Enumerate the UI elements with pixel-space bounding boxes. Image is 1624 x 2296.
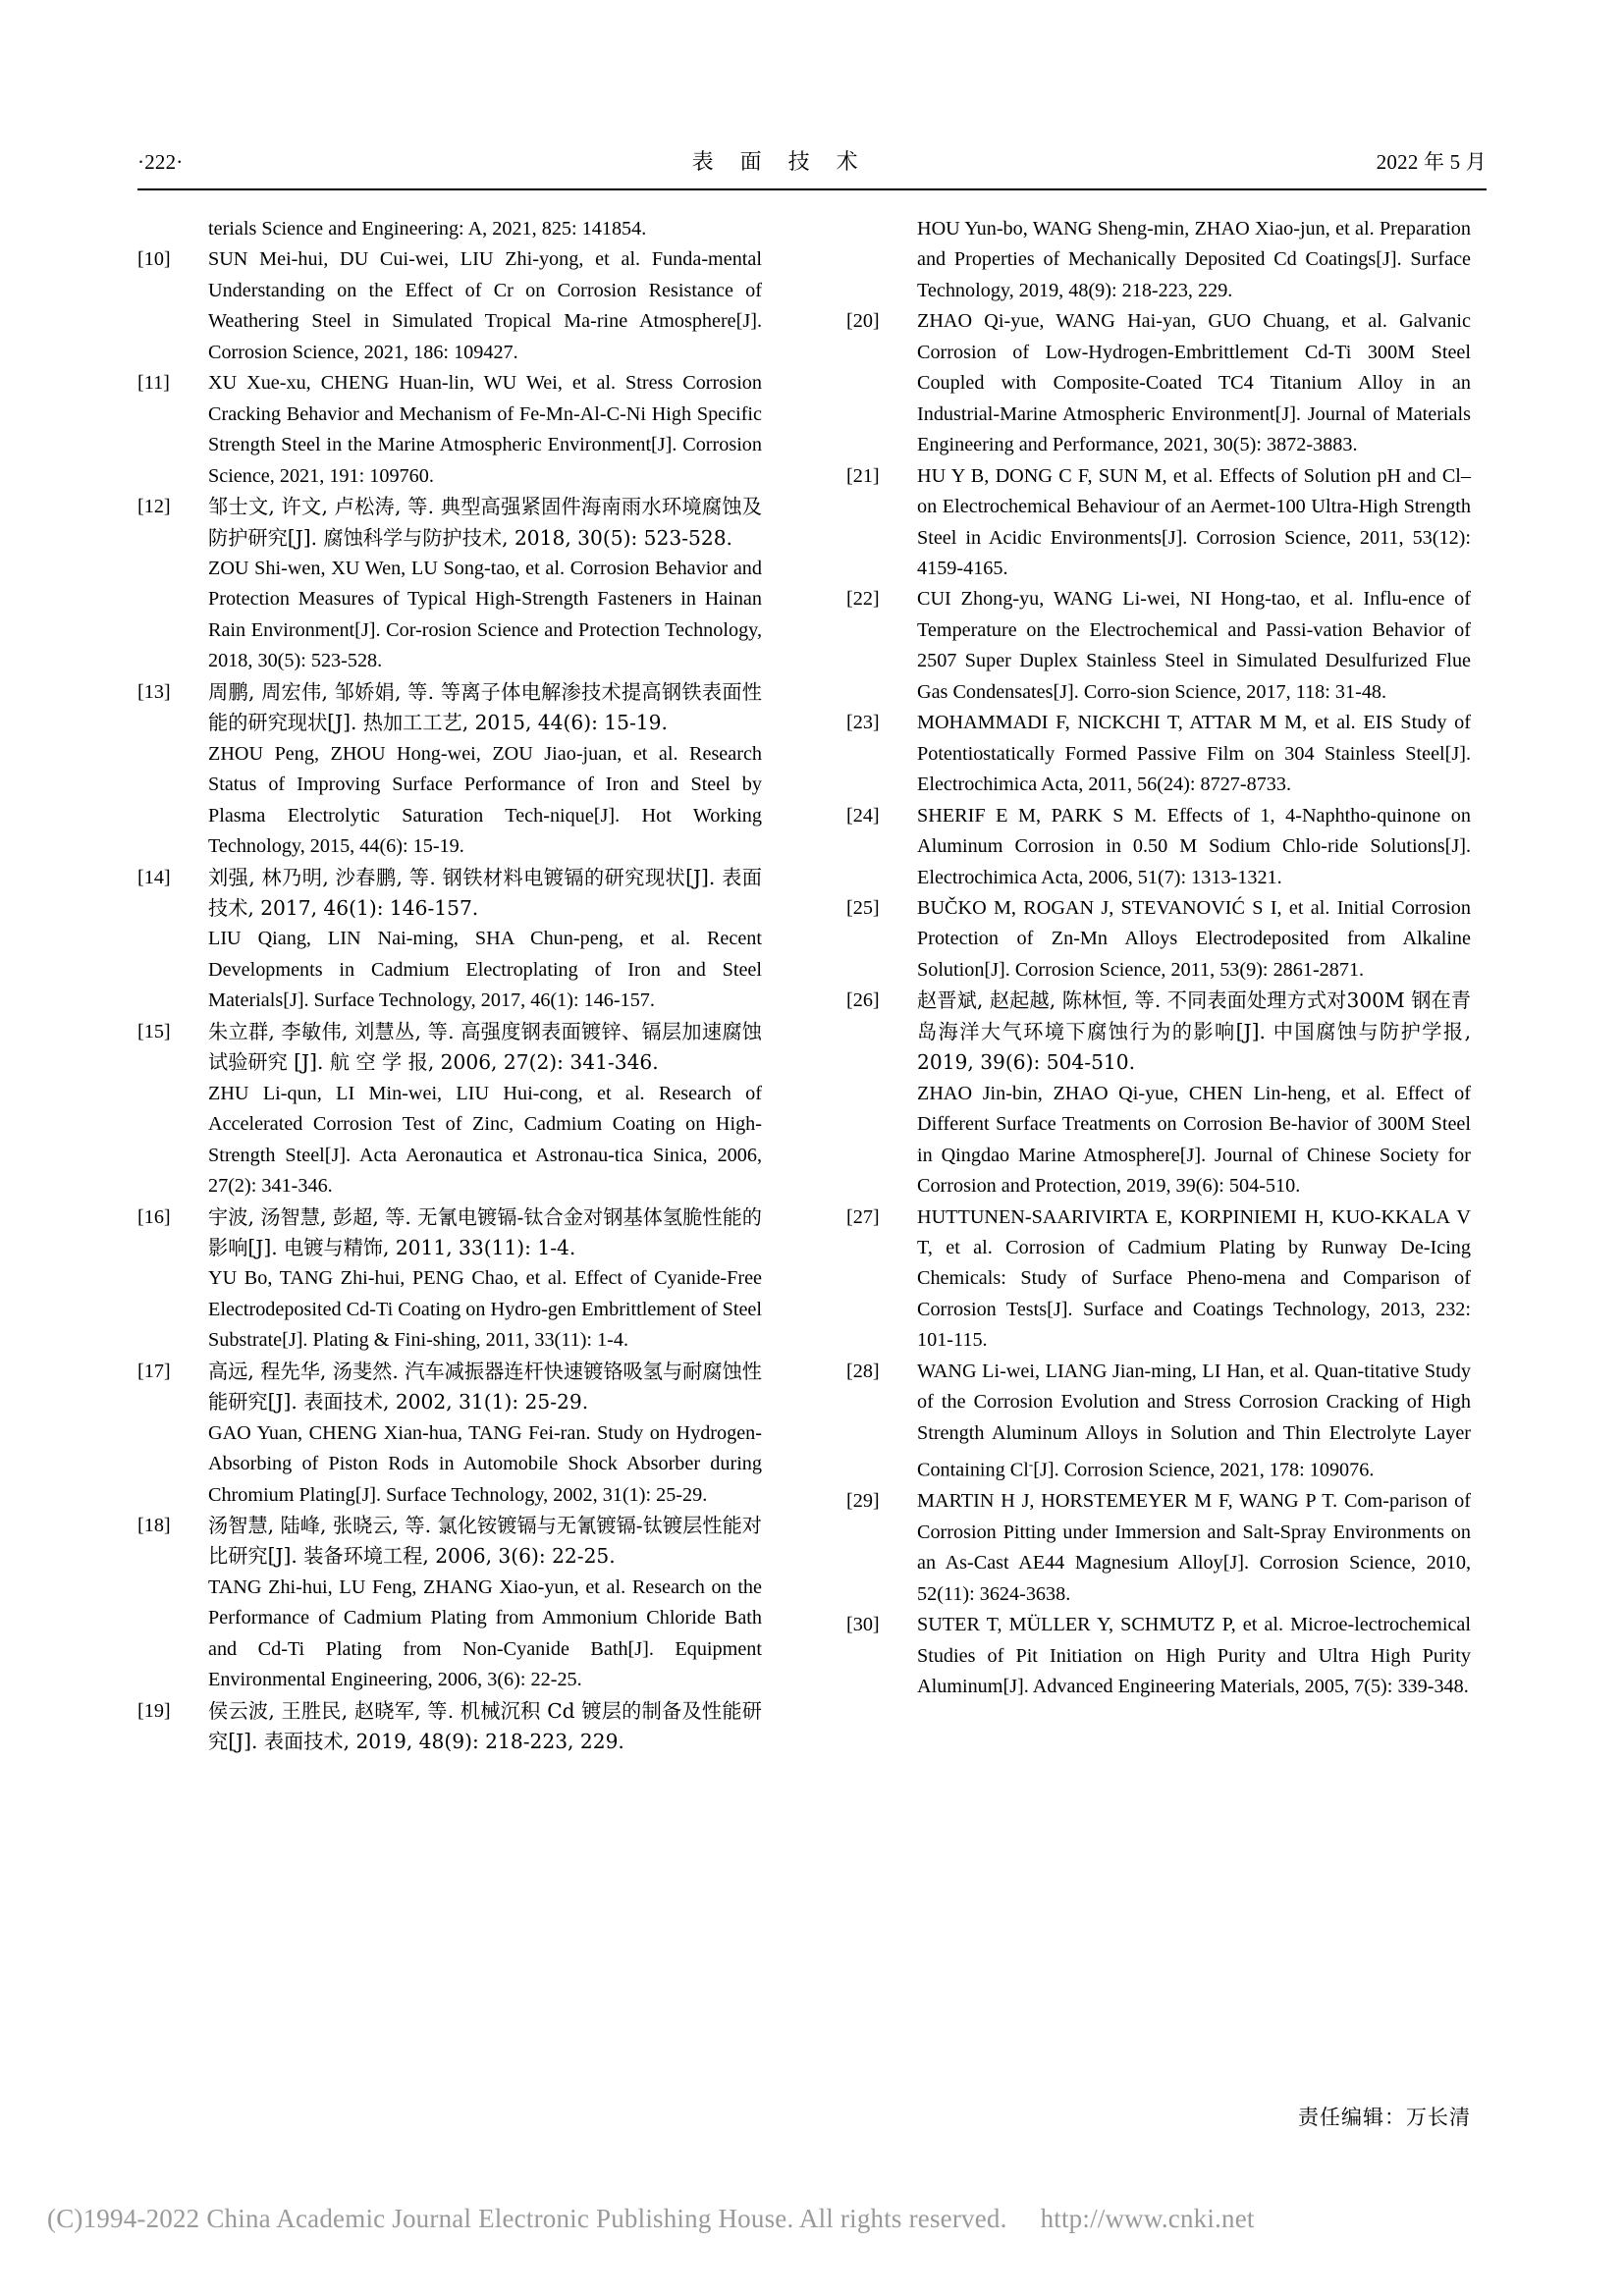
reference-entry	[846, 1486, 1471, 1610]
reference-text: YU Bo, TANG Zhi-hui, PENG Chao, et al. Effect of Cyanide-Free Electrodeposited Cd-Ti Coating on Hydro-gen Embrittlement of Steel Substrate[J]. Plating & Fini-shing, 2011, 33(11): 1-4.	[208, 1267, 762, 1352]
reference-text: HUTTUNEN-SAARIVIRTA E, KORPINIEMI H, KUO-KKALA V T, et al. Corrosion of Cadmium Plating by Runway De-Icing Chemicals: Study of Surface Pheno-mena and Comparison of Corrosion Tests[J]. Surface and Coatings Technology, 2013, 232: 101-115.	[917, 1205, 1471, 1352]
reference-text: terials Science and Engineering: A, 2021, 825: 141854.	[208, 218, 647, 240]
reference-entry	[846, 708, 1471, 800]
reference-number: [28]	[846, 1360, 880, 1382]
reference-column-right	[846, 214, 1471, 1702]
reference-text: TANG Zhi-hui, LU Feng, ZHANG Xiao-yun, et al. Research on the Performance of Cadmium Plating from Ammonium Chloride Bath and Cd-Ti Plating from Non-Cyanide Bath[J]. Equipment Environmental Engineering, 2006, 3(6): 22-25.	[208, 1575, 762, 1691]
copyright-text: (C)1994-2022 China Academic Journal Electronic Publishing House. All rights reserved.	[47, 2204, 1007, 2233]
reference-entry	[137, 554, 762, 677]
reference-number: [10]	[137, 248, 171, 271]
reference-entry	[137, 863, 762, 925]
reference-entry	[846, 1202, 1471, 1357]
reference-number: [17]	[137, 1360, 171, 1382]
reference-entry	[137, 244, 762, 368]
running-head	[137, 145, 1487, 185]
reference-text: SHERIF E M, PARK S M. Effects of 1, 4-Naphtho-quinone on Aluminum Corrosion in 0.50 M Sodium Chlo-ride Solutions[J]. Electrochimica Acta, 2006, 51(7): 1313-1321.	[917, 804, 1471, 888]
reference-text: HU Y B, DONG C F, SUN M, et al. Effects of Solution pH and Cl– on Electrochemical Behaviour of an Aermet-100 Ultra-High Strength Steel in Acidic Environments[J]. Corrosion Science, 2011, 53(12): 4159-4165.	[917, 464, 1471, 579]
reference-text: 邹士文, 许文, 卢松涛, 等. 典型高强紧固件海南雨水环境腐蚀及防护研究[J]. 腐蚀科学与防护技术, 2018, 30(5): 523-528.	[208, 495, 762, 550]
reference-entry	[137, 1511, 762, 1573]
reference-text: ZOU Shi-wen, XU Wen, LU Song-tao, et al. Corrosion Behavior and Protection Measures of Typical High-Strength Fasteners in Hainan Rain Environment[J]. Cor-rosion Science and Protection Technology, 2018, 30(5): 523-528.	[208, 557, 762, 672]
reference-number: [29]	[846, 1490, 880, 1513]
reference-number: [14]	[137, 866, 171, 888]
reference-text: 赵晋斌, 赵起越, 陈林恒, 等. 不同表面处理方式对300M 钢在青岛海洋大气环境下腐蚀行为的影响[J]. 中国腐蚀与防护学报, 2019, 39(6): 504-510.	[917, 988, 1471, 1075]
reference-entry	[137, 492, 762, 554]
reference-number: [13]	[137, 680, 171, 703]
reference-text: ZHAO Jin-bin, ZHAO Qi-yue, CHEN Lin-heng, et al. Effect of Different Surface Treatments on Corrosion Be-havior of 300M Steel in Qingdao Marine Atmosphere[J]. Journal of Chinese Society for Corrosion and Protection, 2019, 39(6): 504-510.	[917, 1082, 1471, 1198]
journal-title: 表 面 技 术	[691, 150, 868, 175]
responsible-editor: 责任编辑：万长清	[1298, 2106, 1471, 2129]
reference-entry	[137, 677, 762, 739]
reference-entry	[846, 893, 1471, 986]
reference-text: MOHAMMADI F, NICKCHI T, ATTAR M M, et al. EIS Study of Potentiostatically Formed Passive Film on 304 Stainless Steel[J]. Electrochimica Acta, 2011, 56(24): 8727-8733.	[917, 712, 1471, 796]
reference-entry	[846, 801, 1471, 893]
reference-number: [19]	[137, 1699, 171, 1722]
reference-text: CUI Zhong-yu, WANG Li-wei, NI Hong-tao, et al. Influ-ence of Temperature on the Electrochemical and Passi-vation Behavior of 2507 Super Duplex Stainless Steel in Simulated Desulfurized Flue Gas Condensates[J]. Corro-sion Science, 2017, 118: 31-48.	[917, 588, 1471, 703]
reference-text: LIU Qiang, LIN Nai-ming, SHA Chun-peng, et al. Recent Developments in Cadmium Electroplating of Iron and Steel Materials[J]. Surface Technology, 2017, 46(1): 146-157.	[208, 928, 762, 1012]
reference-entry	[137, 368, 762, 492]
reference-text: 朱立群, 李敏伟, 刘慧丛, 等. 高强度钢表面镀锌、镉层加速腐蚀试验研究 [J]. 航 空 学 报, 2006, 27(2): 341-346.	[208, 1019, 762, 1075]
reference-column-left	[137, 214, 762, 1758]
reference-entry	[137, 1202, 762, 1264]
reference-text: 高远, 程先华, 汤斐然. 汽车减振器连杆快速镀铬吸氢与耐腐蚀性能研究[J]. 表面技术, 2002, 31(1): 25-29.	[208, 1359, 762, 1415]
reference-text: ZHOU Peng, ZHOU Hong-wei, ZOU Jiao-juan, et al. Research Status of Improving Surface Performance of Iron and Steel by Plasma Electrolytic Saturation Tech-nique[J]. Hot Working Technology, 2015, 44(6): 15-19.	[208, 742, 762, 858]
reference-number: [11]	[137, 372, 170, 395]
reference-text: SUTER T, MÜLLER Y, SCHMUTZ P, et al. Microe-lectrochemical Studies of Pit Initiation on High Purity and Ultra High Purity Aluminum[J]. Advanced Engineering Materials, 2005, 7(5): 339-348.	[917, 1614, 1471, 1698]
reference-entry	[137, 924, 762, 1016]
reference-number: [23]	[846, 712, 880, 734]
reference-entry	[137, 214, 762, 244]
reference-entry	[137, 1079, 762, 1202]
reference-text: ZHU Li-qun, LI Min-wei, LIU Hui-cong, et al. Research of Accelerated Corrosion Test of Zinc, Cadmium Coating on High-Strength Steel[J]. Acta Aeronautica et Astronau-tica Sinica, 2006, 27(2): 341-346.	[208, 1082, 762, 1198]
reference-text: MARTIN H J, HORSTEMEYER M F, WANG P T. Com-parison of Corrosion Pitting under Immersion and Salt-Spray Environments on an As-Cast AE44 Magnesium Alloy[J]. Corrosion Science, 2010, 52(11): 3624-3638.	[917, 1490, 1471, 1605]
reference-number: [26]	[846, 989, 880, 1012]
reference-entry	[846, 1610, 1471, 1702]
reference-number: [21]	[846, 464, 880, 487]
reference-entry	[137, 1418, 762, 1511]
reference-text: BUČKO M, ROGAN J, STEVANOVIĆ S I, et al. Initial Corrosion Protection of Zn-Mn Alloys Electrodeposited from Alkaline Solution[J]. Corrosion Science, 2011, 53(9): 2861-2871.	[917, 896, 1471, 981]
reference-number: [20]	[846, 310, 880, 333]
copyright-url: http://www.cnki.net	[1040, 2204, 1255, 2233]
reference-text: 汤智慧, 陆峰, 张晓云, 等. 氯化铵镀镉与无氰镀镉-钛镀层性能对比研究[J]. 装备环境工程, 2006, 3(6): 22-25.	[208, 1514, 762, 1569]
reference-number: [27]	[846, 1205, 880, 1228]
reference-entry	[137, 1357, 762, 1418]
reference-entry	[137, 1696, 762, 1758]
reference-entry	[137, 1573, 762, 1696]
reference-entry	[137, 1263, 762, 1356]
reference-number: [24]	[846, 804, 880, 827]
reference-entry	[846, 584, 1471, 708]
reference-number: [18]	[137, 1515, 171, 1537]
reference-number: [22]	[846, 588, 880, 611]
reference-number: [12]	[137, 496, 171, 518]
reference-text: 宇波, 汤智慧, 彭超, 等. 无氰电镀镉-钛合金对钢基体氢脆性能的影响[J]. 电镀与精饰, 2011, 33(11): 1-4.	[208, 1204, 762, 1259]
reference-text: ZHAO Qi-yue, WANG Hai-yan, GUO Chuang, et al. Galvanic Corrosion of Low-Hydrogen-Embrittlement Cd-Ti 300M Steel Coupled with Composite-Coated TC4 Titanium Alloy in an Industrial-Marine Atmospheric Environment[J]. Journal of Materials Engineering and Performance, 2021, 30(5): 3872-3883.	[917, 310, 1471, 456]
reference-number: [15]	[137, 1020, 171, 1042]
reference-text: GAO Yuan, CHENG Xian-hua, TANG Fei-ran. Study on Hydrogen-Absorbing of Piston Rods in Automobile Shock Absorber during Chromium Plating[J]. Surface Technology, 2002, 31(1): 25-29.	[208, 1421, 762, 1506]
issue-date: 2022 年 5 月	[1376, 150, 1487, 174]
reference-text: XU Xue-xu, CHENG Huan-lin, WU Wei, et al. Stress Corrosion Cracking Behavior and Mechanism of Fe-Mn-Al-C-Ni High Specific Strength Steel in the Marine Atmospheric Environment[J]. Corrosion Science, 2021, 191: 109760.	[208, 372, 762, 487]
copyright-watermark	[47, 2204, 1579, 2234]
reference-entry	[137, 1017, 762, 1079]
reference-text: 侯云波, 王胜民, 赵晓军, 等. 机械沉积 Cd 镀层的制备及性能研究[J]. 表面技术, 2019, 48(9): 218-223, 229.	[208, 1698, 762, 1754]
reference-entry	[846, 1357, 1471, 1487]
page-folio: ·222·	[137, 150, 184, 174]
header-rule	[137, 188, 1487, 190]
reference-text: HOU Yun-bo, WANG Sheng-min, ZHAO Xiao-jun, et al. Preparation and Properties of Mechanically Deposited Cd Coatings[J]. Surface Technology, 2019, 48(9): 218-223, 229.	[917, 218, 1471, 301]
reference-entry	[846, 306, 1471, 460]
reference-number: [30]	[846, 1614, 880, 1636]
reference-number: [25]	[846, 896, 880, 919]
reference-entry	[846, 214, 1471, 306]
reference-entry	[846, 986, 1471, 1078]
reference-text: WANG Li-wei, LIANG Jian-ming, LI Han, et al. Quan-titative Study of the Corrosion Evolution and Stress Corrosion Cracking of High Strength Aluminum Alloys in Solution and Thin Electrolyte Layer Containing Cl-[J]. Corrosion Science, 2021, 178: 109076.	[917, 1360, 1471, 1481]
reference-text: 周鹏, 周宏伟, 邹娇娟, 等. 等离子体电解渗技术提高钢铁表面性能的研究现状[J]. 热加工工艺, 2015, 44(6): 15-19.	[208, 679, 762, 735]
reference-entry	[846, 461, 1471, 585]
reference-text: 刘强, 林乃明, 沙春鹏, 等. 钢铁材料电镀镉的研究现状[J]. 表面技术, 2017, 46(1): 146-157.	[208, 865, 762, 920]
reference-text: SUN Mei-hui, DU Cui-wei, LIU Zhi-yong, et al. Funda-mental Understanding on the Effect of Cr on Corrosion Resistance of Weathering Steel in Simulated Tropical Ma-rine Atmosphere[J]. Corrosion Science, 2021, 186: 109427.	[208, 248, 762, 363]
reference-entry	[137, 739, 762, 863]
reference-entry	[846, 1079, 1471, 1202]
reference-number: [16]	[137, 1205, 171, 1228]
